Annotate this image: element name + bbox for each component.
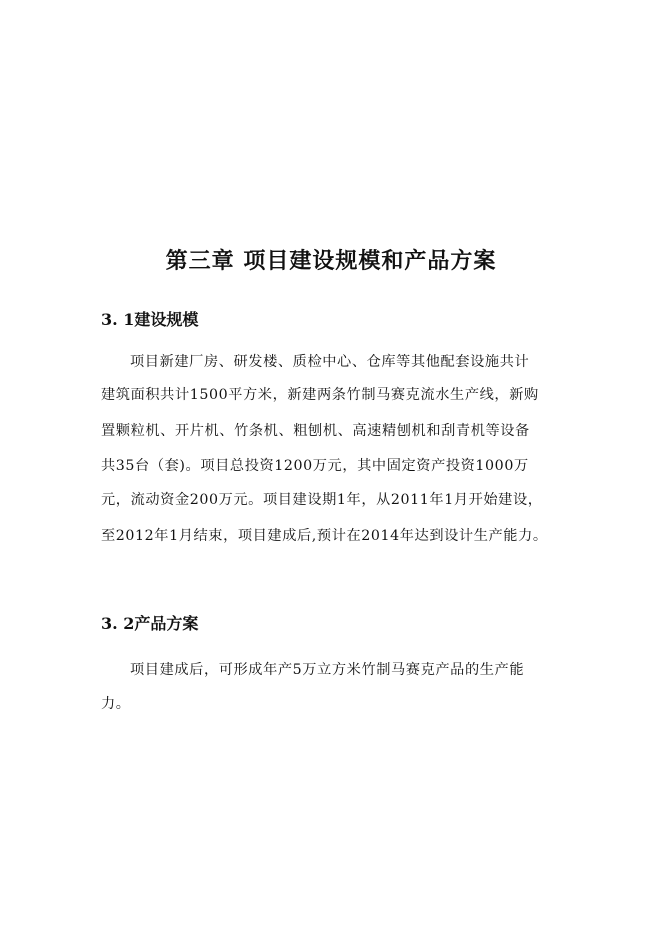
section-heading-3-2: 3. 2产品方案: [101, 614, 199, 633]
paragraph-line: 项目新建厂房、研发楼、质检中心、仓库等其他配套设施共计: [130, 354, 530, 370]
section-heading-3-1: 3. 1建设规模: [101, 310, 199, 329]
chapter-title: 第三章 项目建设规模和产品方案: [165, 248, 497, 274]
paragraph-line: 项目建成后，可形成年产5万立方米竹制马赛克产品的生产能: [130, 662, 525, 678]
paragraph-line: 共35台（套)。项目总投资1200万元，其中固定资产投资1000万: [101, 458, 529, 474]
paragraph-line: 至2012年1月结束，项目建成后,预计在2014年达到设计生产能力。: [101, 528, 548, 544]
paragraph-line: 元，流动资金200万元。项目建设期1年，从2011年1月开始建设，: [101, 492, 543, 508]
paragraph-line: 力。: [101, 696, 131, 712]
paragraph-line: 建筑面积共计1500平方米，新建两条竹制马赛克流水生产线，新购: [101, 387, 539, 403]
paragraph-line: 置颗粒机、开片机、竹条机、粗刨机、高速精刨机和刮青机等设备: [101, 423, 530, 439]
